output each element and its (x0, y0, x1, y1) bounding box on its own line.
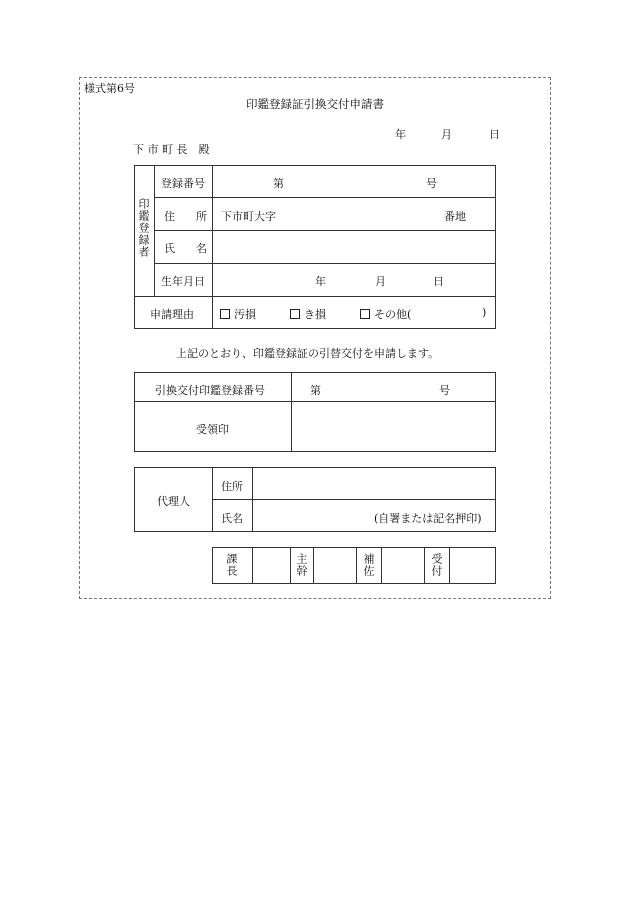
receipt-label: 受領印 (196, 423, 229, 436)
agent-address-label: 住所 (221, 480, 243, 493)
checkbox-icon[interactable] (290, 309, 300, 319)
date-month: 月 (441, 128, 452, 141)
approval-table (212, 547, 496, 584)
reg-no-label: 登録番号 (161, 177, 205, 190)
form-title: 印鑑登録証引換交付申請書 (246, 97, 384, 111)
birth-month: 月 (375, 275, 386, 288)
name-label-1: 氏 (164, 242, 175, 255)
name-label-2: 名 (196, 242, 207, 255)
reg-no-prefix: 第 (273, 177, 284, 190)
approval-reception: 受付 (430, 553, 443, 577)
registrant-side-label: 印鑑登録者 (137, 198, 150, 258)
addressee: 下 市 町 長 殿 (133, 143, 210, 156)
date-day: 日 (489, 128, 500, 141)
reason-label: 申請理由 (150, 308, 194, 321)
approval-assistant: 補佐 (362, 553, 375, 577)
approval-supervisor: 主幹 (295, 553, 308, 577)
birth-year: 年 (315, 275, 326, 288)
form-number: 様式第6号 (84, 82, 135, 95)
checkbox-icon[interactable] (360, 309, 370, 319)
checkbox-icon[interactable] (220, 309, 230, 319)
date-year: 年 (395, 128, 406, 141)
approval-chief: 課長 (225, 553, 238, 577)
exchange-number-label: 引換交付印鑑登録番号 (155, 384, 265, 397)
reason-close-paren: ) (482, 306, 487, 319)
exchange-number-prefix: 第 (310, 384, 321, 397)
exchange-number-suffix: 号 (439, 384, 450, 397)
agent-sign-note: (自署または記名押印) (374, 512, 482, 525)
address-label-2: 所 (196, 210, 207, 223)
address-value: 下市町大字 (221, 210, 276, 223)
reason-option-damaged[interactable]: き損 (290, 306, 326, 322)
reason-option-other[interactable]: その他( (360, 306, 411, 322)
reg-no-suffix: 号 (426, 177, 437, 190)
agent-label: 代理人 (157, 495, 190, 508)
statement: 上記のとおり、印鑑登録証の引替交付を申請します。 (176, 347, 440, 360)
address-label-1: 住 (164, 210, 175, 223)
birth-day: 日 (433, 275, 444, 288)
address-suffix: 番地 (444, 210, 466, 223)
agent-name-label: 氏名 (221, 512, 243, 525)
birth-label: 生年月日 (161, 275, 205, 288)
reason-option-soiled[interactable]: 汚損 (220, 306, 256, 322)
